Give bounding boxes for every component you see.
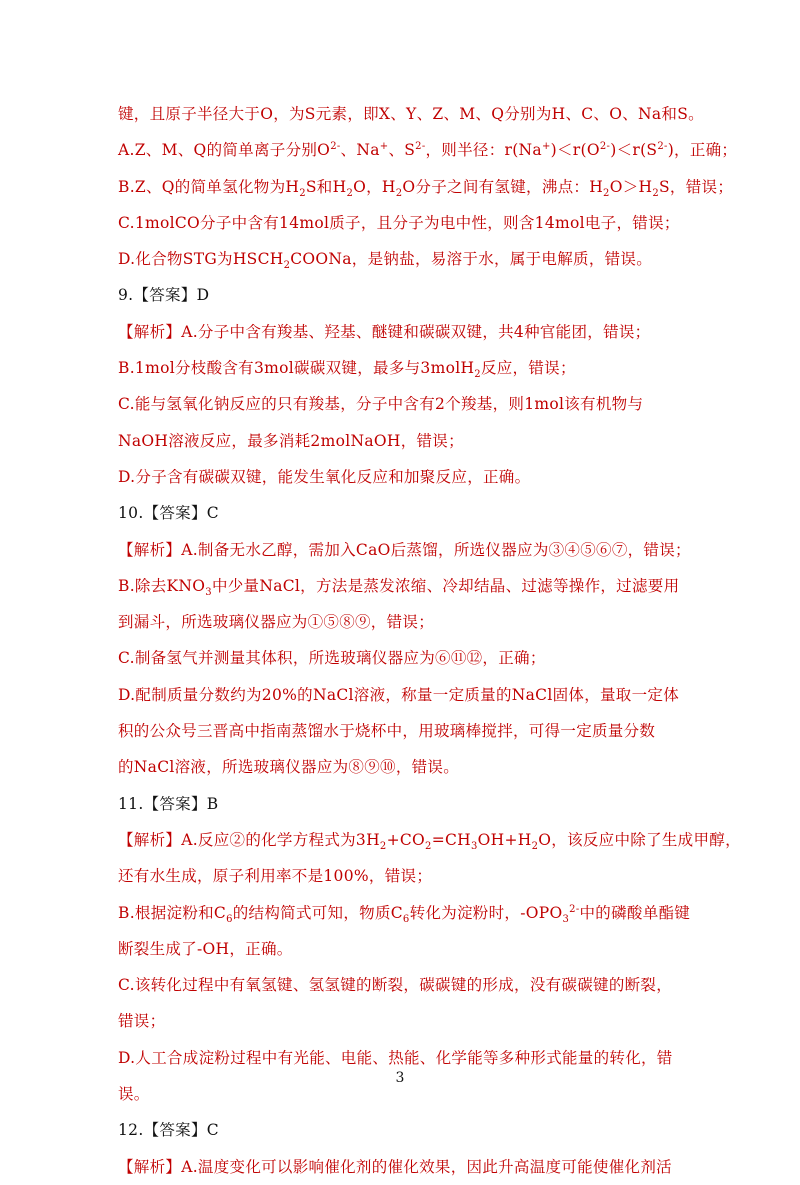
text-run: 中少量NaCl，方法是蒸发浓缩、冷却结晶、过滤等操作，过滤要用 — [211, 576, 680, 595]
text-run: 【解析】A.温度变化可以影响催化剂的催化效果，因此升高温度可能使催化剂活 — [118, 1157, 672, 1176]
text-line — [118, 568, 698, 604]
superscript: + — [541, 141, 551, 153]
text-run: OH+H — [477, 830, 532, 849]
text-run: B.除去KNO — [118, 576, 206, 595]
text-run: )＜r(O — [550, 141, 600, 160]
text-run: O，H — [353, 177, 396, 196]
text-run: ，则半径：r(Na — [425, 141, 542, 160]
subscript: 2 — [299, 187, 306, 199]
text-run: 9.【答案】D — [118, 286, 210, 305]
subscript: 3 — [205, 586, 212, 598]
text-run: =CH — [431, 830, 471, 849]
subscript: 2 — [425, 841, 432, 853]
text-line — [118, 822, 741, 858]
text-run: 反应，错误； — [480, 359, 576, 378]
text-line — [118, 132, 738, 168]
text-line — [118, 967, 698, 1003]
text-run: 误。 — [118, 1085, 150, 1104]
text-run: C.1molCO分子中含有14mol质子，且分子为电中性，则含14mol电子，错误； — [118, 213, 680, 232]
text-run: O分子之间有氢键，沸点：H — [402, 177, 604, 196]
text-run: C.该转化过程中有氧氢键、氢氢键的断裂，碳碳键的形成，没有碳碳键的断裂， — [118, 976, 673, 995]
answer-heading — [118, 277, 698, 313]
text-run: 【解析】A.反应②的化学方程式为3H — [118, 830, 380, 849]
text-line — [118, 241, 698, 277]
text-run: COONa，是钠盐，易溶于水，属于电解质，错误。 — [290, 250, 653, 269]
text-line — [118, 96, 704, 132]
superscript: 2- — [657, 141, 668, 153]
subscript: 2 — [283, 260, 291, 272]
text-run: 断裂生成了-OH，正确。 — [118, 939, 293, 958]
text-run: S和H — [305, 177, 347, 196]
text-line — [118, 1003, 698, 1039]
text-run: C.能与氢氧化钠反应的只有羧基，分子中含有2个羧基，则1mol该有机物与 — [118, 395, 644, 414]
subscript: 3 — [470, 841, 478, 853]
answer-heading — [118, 1112, 698, 1148]
text-run: 转化为淀粉时，-OPO — [409, 903, 563, 922]
solution-text-body — [118, 96, 741, 1185]
text-line — [118, 314, 698, 350]
superscript: 2- — [330, 141, 341, 153]
text-run: S，错误； — [659, 177, 734, 196]
text-run: C.制备氢气并测量其体积，所选玻璃仪器应为⑥⑪⑫，正确； — [118, 649, 546, 668]
text-run: 到漏斗，所选玻璃仪器应为①⑤⑧⑨，错误； — [118, 613, 435, 632]
subscript: 2 — [603, 187, 610, 199]
text-line — [118, 749, 698, 785]
superscript: 2- — [599, 141, 611, 153]
superscript: 2- — [569, 903, 580, 915]
text-line — [118, 895, 698, 931]
text-line — [118, 459, 698, 495]
subscript: 2 — [346, 187, 354, 199]
text-run: 【解析】A.分子中含有羧基、羟基、醚键和碳碳双键，共4种官能团，错误； — [118, 322, 651, 341]
text-run: 错误； — [118, 1012, 166, 1031]
text-line — [118, 423, 698, 459]
subscript: 2 — [474, 369, 481, 381]
text-run: +CO — [386, 830, 426, 849]
text-run: A.Z、M、Q的简单离子分别O — [118, 141, 331, 160]
subscript: 3 — [562, 913, 570, 925]
text-run: D.配制质量分数约为20%的NaCl溶液，称量一定质量的NaCl固体，量取一定体 — [118, 685, 679, 704]
text-line — [118, 858, 698, 894]
text-line — [118, 205, 698, 241]
text-run: B.1mol分枝酸含有3mol碳碳双键，最多与3molH — [118, 359, 475, 378]
subscript: 2 — [379, 841, 387, 853]
text-run: B.Z、Q的简单氢化物为H — [118, 177, 300, 196]
text-line — [118, 640, 698, 676]
text-line — [118, 350, 698, 386]
text-run: )＜r(S — [610, 141, 658, 160]
subscript: 2 — [531, 841, 539, 853]
text-run: 10.【答案】C — [118, 504, 219, 523]
text-run: 积的公众号三晋高中指南蒸馏水于烧杯中，用玻璃棒搅拌，可得一定质量分数 — [118, 722, 656, 741]
text-line — [118, 604, 698, 640]
text-run: 、Na — [340, 141, 380, 160]
text-run: 、S — [388, 141, 416, 160]
answer-heading — [118, 786, 698, 822]
text-run: NaOH溶液反应，最多消耗2molNaOH，错误； — [118, 431, 464, 450]
subscript: 2 — [652, 187, 660, 199]
text-line — [118, 386, 698, 422]
text-run: D.化合物STG为HSCH — [118, 250, 284, 269]
text-run: 键，且原子半径大于O，为S元素，即X、Y、Z、M、Q分别为H、C、O、Na和S。 — [118, 105, 704, 123]
text-run: )，正确； — [667, 141, 738, 160]
text-run: O＞H — [609, 177, 653, 196]
subscript: 6 — [226, 913, 233, 925]
text-line — [118, 1149, 698, 1185]
text-run: 的NaCl溶液，所选玻璃仪器应为⑧⑨⑩，错误。 — [118, 758, 460, 777]
superscript: 2- — [415, 141, 426, 153]
text-run: 的结构简式可知，物质C — [232, 903, 403, 922]
text-run: 12.【答案】C — [118, 1121, 219, 1140]
text-run: D.分子含有碳碳双键，能发生氧化反应和加聚反应，正确。 — [118, 467, 531, 486]
text-run: 还有水生成，原子利用率不是100%，错误； — [118, 867, 433, 886]
text-run: 【解析】A.制备无水乙醇，需加入CaO后蒸馏，所选仪器应为③④⑤⑥⑦，错误； — [118, 540, 691, 559]
text-run: 11.【答案】B — [118, 794, 219, 813]
text-line — [118, 713, 698, 749]
text-line — [118, 677, 698, 713]
page-number: 3 — [395, 1070, 405, 1086]
superscript: + — [379, 141, 389, 153]
text-line — [118, 169, 734, 205]
text-run: 中的磷酸单酯键 — [579, 903, 691, 922]
text-run: D.人工合成淀粉过程中有光能、电能、热能、化学能等多种形式能量的转化，错 — [118, 1048, 673, 1067]
subscript: 6 — [402, 913, 410, 925]
text-run: B.根据淀粉和C — [118, 903, 227, 922]
text-line — [118, 532, 698, 568]
text-run: O，该反应中除了生成甲醇， — [538, 830, 741, 849]
text-line — [118, 931, 698, 967]
answer-heading — [118, 495, 698, 531]
subscript: 2 — [395, 187, 403, 199]
